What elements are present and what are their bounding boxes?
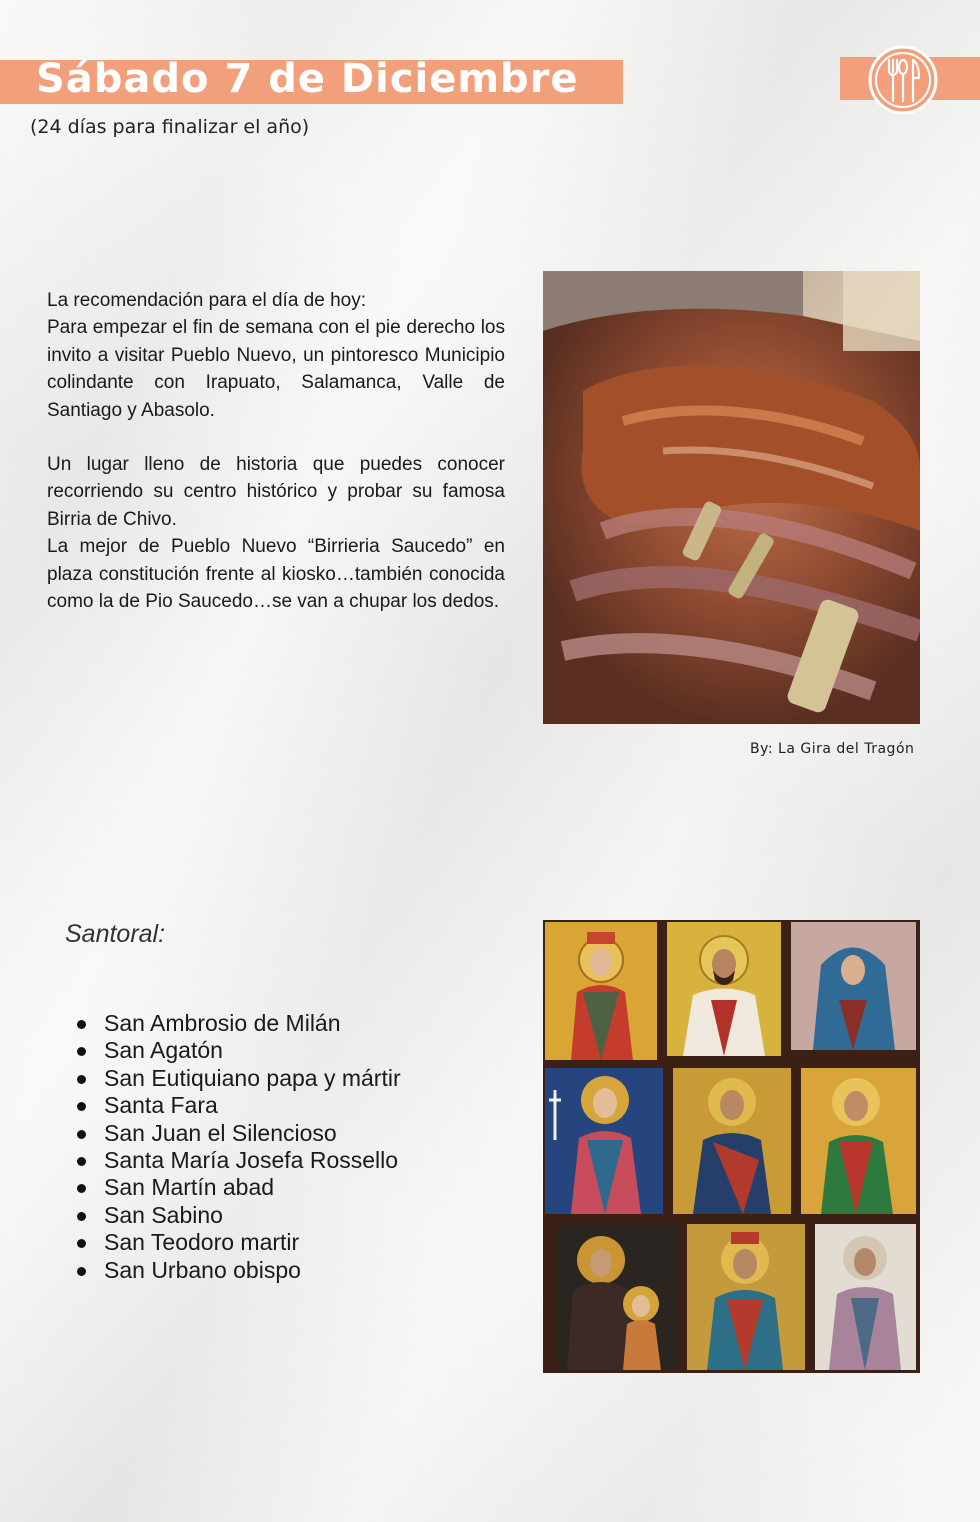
recommendation-paragraph: Un lugar lleno de historia que puedes conocer recorriendo su centro histórico y probar su famosa Birria de Chivo. bbox=[47, 454, 505, 530]
saint-name: San Agatón bbox=[104, 1037, 223, 1064]
saint-name: San Sabino bbox=[104, 1201, 223, 1228]
list-item bbox=[75, 1010, 401, 1037]
birria-photo bbox=[543, 271, 920, 724]
recommendation-intro: La recomendación para el día de hoy: bbox=[47, 290, 366, 311]
saint-name: San Teodoro martir bbox=[104, 1229, 300, 1256]
list-item bbox=[75, 1174, 401, 1201]
bullet-icon bbox=[77, 1239, 86, 1248]
photo-byline: By: La Gira del Tragón bbox=[750, 741, 915, 757]
recommendation-paragraph: Para empezar el fin de semana con el pie derecho los invito a visitar Pueblo Nuevo, un pintoresco Municipio colindante con Irapuato, Salamanca, Valle de Santiago y Abasolo. bbox=[47, 317, 505, 421]
list-item bbox=[75, 1037, 401, 1064]
list-item bbox=[75, 1229, 401, 1256]
bullet-icon bbox=[77, 1020, 86, 1029]
saint-name: San Martín abad bbox=[104, 1174, 275, 1201]
saint-icon-panel bbox=[545, 922, 657, 1060]
saint-name: San Eutiquiano papa y mártir bbox=[104, 1064, 401, 1091]
saint-name: San Urbano obispo bbox=[104, 1256, 301, 1283]
saint-icon-panel bbox=[687, 1224, 805, 1370]
bullet-icon bbox=[77, 1212, 86, 1221]
saint-icon-panel bbox=[815, 1224, 916, 1370]
page-title: Sábado 7 de Diciembre bbox=[36, 56, 579, 102]
santoral-heading: Santoral: bbox=[65, 920, 166, 948]
bullet-icon bbox=[77, 1102, 86, 1111]
list-item bbox=[75, 1257, 401, 1284]
saint-name: San Juan el Silencioso bbox=[104, 1119, 337, 1146]
list-item bbox=[75, 1202, 401, 1229]
saint-icon-panel bbox=[801, 1068, 916, 1214]
bullet-icon bbox=[77, 1267, 86, 1276]
saint-icon-panel bbox=[791, 922, 916, 1050]
bullet-icon bbox=[77, 1184, 86, 1193]
fork-spoon-knife-icon bbox=[867, 44, 939, 116]
saint-icon-panel bbox=[667, 922, 781, 1056]
saint-name: San Ambrosio de Milán bbox=[104, 1010, 341, 1036]
saints-list bbox=[75, 1010, 401, 1284]
list-item bbox=[75, 1092, 401, 1119]
saint-name: Santa Fara bbox=[104, 1092, 218, 1119]
bullet-icon bbox=[77, 1075, 86, 1084]
bullet-icon bbox=[77, 1047, 86, 1056]
list-item bbox=[75, 1120, 401, 1147]
saint-icon-panel bbox=[545, 1068, 663, 1214]
recommendation-paragraph: La mejor de Pueblo Nuevo “Birrieria Saucedo” en plaza constitución frente al kiosko…también conocida como la de Pio Saucedo…se van a chupar los dedos. bbox=[47, 536, 505, 613]
saint-icon-panel bbox=[673, 1068, 791, 1214]
saint-icon-panel bbox=[557, 1224, 677, 1370]
bullet-icon bbox=[77, 1157, 86, 1166]
list-item bbox=[75, 1065, 401, 1092]
saint-name: Santa María Josefa Rossello bbox=[104, 1146, 399, 1173]
recommendation-text bbox=[47, 287, 505, 615]
page-subtitle: (24 días para finalizar el año) bbox=[30, 116, 310, 138]
list-item bbox=[75, 1147, 401, 1174]
saint-icons-collage bbox=[543, 920, 920, 1373]
bullet-icon bbox=[77, 1130, 86, 1139]
